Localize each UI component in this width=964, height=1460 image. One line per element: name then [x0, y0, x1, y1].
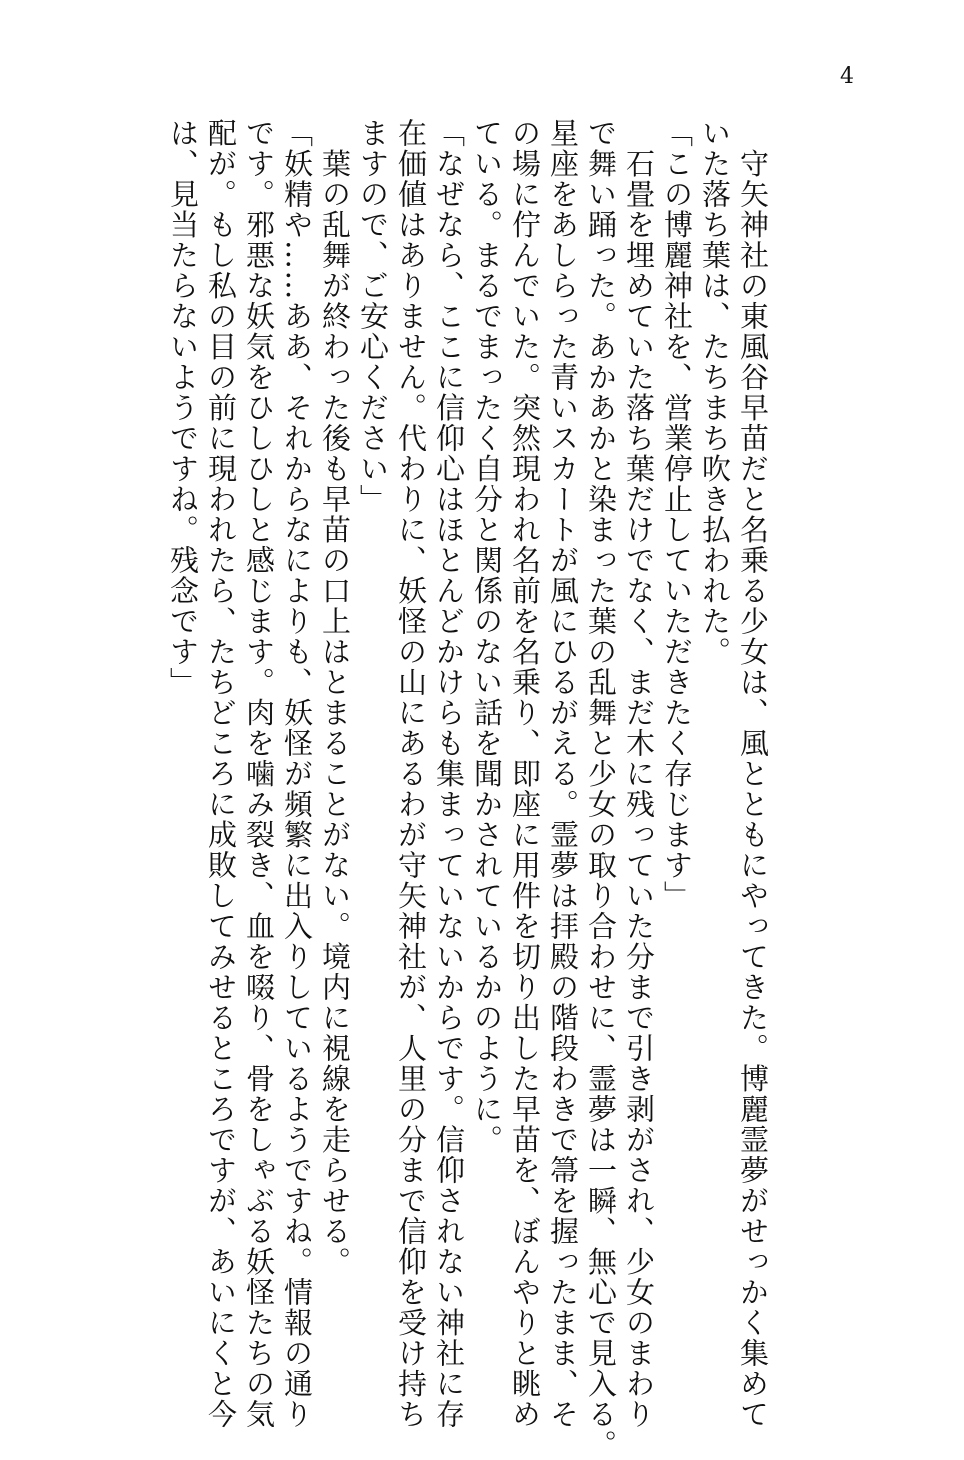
text-line: ますので、ご安心ください」 — [356, 118, 390, 515]
text-line: 星座をあしらった青いスカートが風にひるがえる。霊夢は拝殿の階段わきで箒を握ったまま、そ — [546, 118, 580, 1430]
text-line: いた落ち葉は、たちまち吹き払われた。 — [698, 118, 732, 667]
text-line: で舞い踊った。あかあかと染まった葉の乱舞と少女の取り合わせに、霊夢は一瞬、無心で見入る。 — [584, 118, 618, 1460]
text-line: 守矢神社の東風谷早苗だと名乗る少女は、風とともにやってきた。博麗霊夢がせっかく集めて — [736, 118, 770, 1430]
body-text — [166, 118, 772, 1460]
text-line: 「なぜなら、ここに信仰心はほとんどかけらも集まっていないからです。信仰されない神社に存 — [432, 118, 466, 1430]
text-line: ている。まるでまったく自分と関係のない話を聞かされているかのように。 — [470, 118, 504, 1155]
text-line: 石畳を埋めていた落ち葉だけでなく、まだ木に残っていた分まで引き剥がされ、少女のまわり — [622, 118, 656, 1430]
text-line: は、見当たらないようですね。残念です」 — [166, 118, 200, 698]
text-line: 「妖精や……ああ、それからなによりも、妖怪が頻繁に出入りしているようですね。情報の通り — [280, 118, 314, 1430]
text-line: です。邪悪な妖気をひしひしと感じます。肉を噛み裂き、血を啜り、骨をしゃぶる妖怪たちの気 — [242, 118, 276, 1430]
text-line: 「この博麗神社を、営業停止していただきたく存じます」 — [660, 118, 694, 911]
text-line: 在価値はありません。代わりに、妖怪の山にあるわが守矢神社が、人里の分まで信仰を受け持ち — [394, 118, 428, 1430]
text-line: 葉の乱舞が終わった後も早苗の口上はとまることがない。境内に視線を走らせる。 — [318, 118, 352, 1277]
text-line: 配が。もし私の目の前に現われたら、たちどころに成敗してみせるところですが、あいにくと今 — [204, 118, 238, 1430]
text-line: の場に佇んでいた。突然現われ名前を名乗り、即座に用件を切り出した早苗を、ぼんやりと眺め — [508, 118, 542, 1430]
page-number: 4 — [840, 64, 854, 89]
